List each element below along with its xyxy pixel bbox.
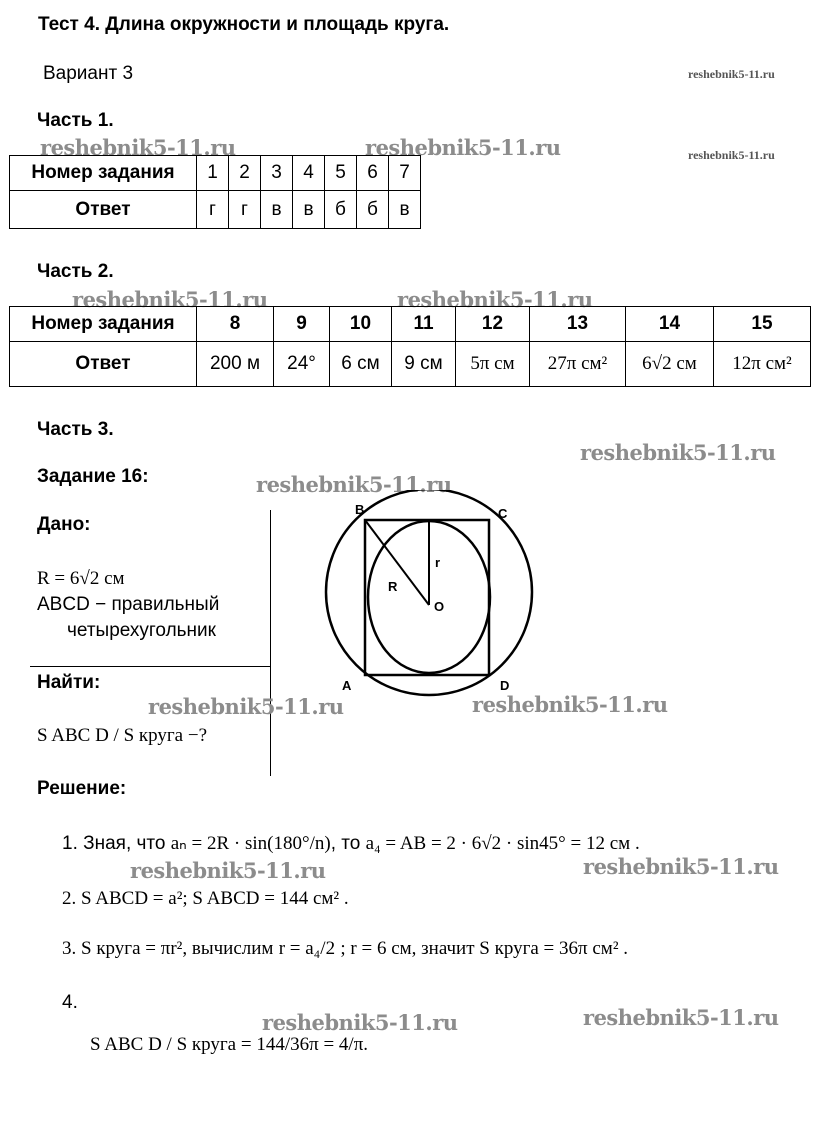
label-C: C	[498, 506, 508, 521]
table-cell: 9 см	[392, 342, 456, 387]
table-cell: 5	[325, 156, 357, 191]
watermark: reshebnik5-11.ru	[148, 694, 344, 719]
watermark: reshebnik5-11.ru	[365, 135, 561, 160]
table-cell: 24°	[274, 342, 330, 387]
step1-mid: , то	[330, 833, 361, 854]
table-cell: 1	[197, 156, 229, 191]
watermark: reshebnik5-11.ru	[40, 135, 236, 160]
part2-table	[9, 306, 811, 387]
given-shape-line2: четырехугольник	[67, 620, 216, 641]
table-cell: 12	[456, 307, 530, 342]
given-shape-line1: ABCD − правильный	[37, 594, 220, 615]
task-label: Задание 16:	[37, 466, 149, 487]
variant-label: Вариант 3	[43, 63, 134, 84]
table-cell: 10	[330, 307, 392, 342]
table-cell: 5π см	[456, 342, 530, 387]
table-cell: в	[293, 191, 325, 229]
table-cell: 8	[197, 307, 274, 342]
given-radius: R = 6√2 см	[37, 568, 125, 589]
watermark: reshebnik5-11.ru	[130, 858, 326, 883]
step3-prefix: 3. S круга = πr², вычислим	[62, 938, 274, 959]
step1-formula: aₙ = 2R · sin(180°/n)	[170, 833, 331, 854]
step1-prefix: 1. Зная, что	[62, 833, 166, 854]
find-label: Найти:	[37, 672, 101, 693]
watermark: reshebnik5-11.ru	[688, 148, 775, 162]
table-header-task: Номер задания	[10, 156, 197, 191]
watermark: reshebnik5-11.ru	[72, 287, 268, 312]
solution-label: Решение:	[37, 778, 127, 799]
label-A: A	[342, 678, 352, 693]
given-label: Дано:	[37, 514, 91, 535]
table-cell: 6√2 см	[626, 342, 714, 387]
table-cell: 4	[293, 156, 325, 191]
label-B: B	[355, 502, 365, 517]
watermark: reshebnik5-11.ru	[688, 67, 775, 81]
table-cell: 200 м	[197, 342, 274, 387]
solution-step-1	[62, 832, 640, 855]
table-cell: 3	[261, 156, 293, 191]
table-cell: б	[357, 191, 389, 229]
watermark: reshebnik5-11.ru	[256, 472, 452, 497]
watermark: reshebnik5-11.ru	[580, 440, 776, 465]
label-R: R	[388, 579, 398, 594]
table-cell: г	[197, 191, 229, 229]
table-cell: 13	[530, 307, 626, 342]
given-divider-horizontal	[30, 666, 270, 667]
label-D: D	[500, 678, 510, 693]
table-header-answer: Ответ	[10, 342, 197, 387]
solution-step-4: S ABC D / S круга = 144/36π = 4/π.	[90, 1034, 369, 1055]
table-header-task: Номер задания	[10, 307, 197, 342]
table-cell: 12π см²	[714, 342, 811, 387]
solution-step-3	[62, 938, 628, 960]
watermark: reshebnik5-11.ru	[397, 287, 593, 312]
watermark: reshebnik5-11.ru	[472, 692, 668, 717]
table-cell: 6 см	[330, 342, 392, 387]
table-cell: в	[261, 191, 293, 229]
step1-result: a₄ = AB = 2 · 6√2 · sin45° = 12 см .	[365, 833, 640, 854]
part2-heading: Часть 2.	[37, 261, 114, 282]
table-cell: б	[325, 191, 357, 229]
part1-table	[9, 155, 421, 229]
table-cell: 14	[626, 307, 714, 342]
table-cell: г	[229, 191, 261, 229]
label-O: O	[434, 599, 445, 614]
solution-step-2: 2. S ABCD = a²; S ABCD = 144 см² .	[62, 888, 349, 909]
watermark: reshebnik5-11.ru	[262, 1010, 458, 1035]
watermark: reshebnik5-11.ru	[583, 1005, 779, 1030]
part1-heading: Часть 1.	[37, 110, 114, 131]
table-cell: 7	[389, 156, 421, 191]
table-cell: 6	[357, 156, 389, 191]
table-cell: 15	[714, 307, 811, 342]
table-cell: 27π см²	[530, 342, 626, 387]
given-divider-vertical	[270, 510, 271, 776]
aux-line	[365, 520, 380, 540]
table-cell: 11	[392, 307, 456, 342]
find-expression: S ABC D / S круга −?	[37, 725, 208, 746]
part3-heading: Часть 3.	[37, 419, 114, 440]
step3-formula: r = a₄/2	[278, 938, 336, 959]
table-cell: 9	[274, 307, 330, 342]
table-cell: в	[389, 191, 421, 229]
solution-step-4-number: 4.	[62, 992, 78, 1013]
step3-result: ; r = 6 см, значит S круга = 36π см² .	[340, 938, 629, 959]
label-r: r	[435, 555, 441, 570]
geometry-figure	[300, 490, 560, 700]
table-cell: 2	[229, 156, 261, 191]
page-title: Тест 4. Длина окружности и площадь круга.	[38, 14, 450, 35]
table-header-answer: Ответ	[10, 191, 197, 229]
watermark: reshebnik5-11.ru	[583, 854, 779, 879]
